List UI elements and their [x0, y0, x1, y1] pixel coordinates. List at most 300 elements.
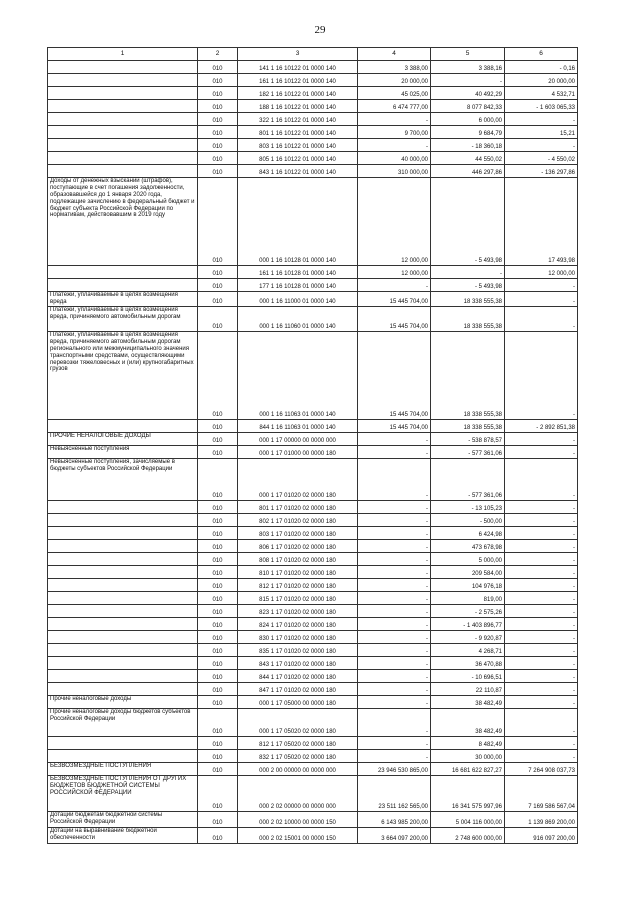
cell-unexecuted: -	[505, 292, 578, 307]
cell-unexecuted: 1 139 869 200,00	[505, 812, 578, 828]
cell-code: 824 1 17 01020 02 0000 180	[238, 618, 358, 631]
cell-approved: 40 000,00	[358, 152, 431, 165]
cell-line: 010	[198, 644, 238, 657]
cell-code: 000 1 17 05020 02 0000 180	[238, 709, 358, 737]
cell-name	[48, 446, 198, 459]
cell-name	[48, 139, 198, 152]
cell-executed: 5 004 116 000,00	[431, 812, 505, 828]
cell-approved: -	[358, 618, 431, 631]
cell-code: 801 1 17 01020 02 0000 180	[238, 501, 358, 514]
cell-approved: 9 700,00	[358, 126, 431, 139]
cell-executed: - 2 575,26	[431, 605, 505, 618]
cell-executed: 16 341 575 997,96	[431, 776, 505, 812]
row-label: Дотации бюджетам бюджетной системы Российской Федерации	[50, 812, 163, 825]
cell-code: 803 1 17 01020 02 0000 180	[238, 527, 358, 540]
cell-unexecuted: - 1 603 065,33	[505, 100, 578, 113]
cell-name	[48, 527, 198, 540]
cell-name	[48, 553, 198, 566]
cell-executed: 819,00	[431, 592, 505, 605]
cell-name	[48, 579, 198, 592]
cell-line: 010	[198, 100, 238, 113]
row-label: Прочие неналоговые доходы	[50, 696, 132, 702]
cell-approved: 15 445 704,00	[358, 307, 431, 332]
cell-code: 805 1 16 10122 01 0000 140	[238, 152, 358, 165]
cell-unexecuted: -	[505, 683, 578, 696]
cell-executed: - 500,00	[431, 514, 505, 527]
cell-executed: 3 388,16	[431, 61, 505, 74]
cell-line: 010	[198, 696, 238, 709]
cell-executed: 22 110,87	[431, 683, 505, 696]
cell-name	[48, 501, 198, 514]
cell-approved: -	[358, 709, 431, 737]
table-row	[48, 540, 578, 553]
table-row	[48, 266, 578, 279]
cell-line: 010	[198, 61, 238, 74]
cell-line: 010	[198, 332, 238, 420]
cell-approved: -	[358, 514, 431, 527]
cell-executed: 18 338 555,38	[431, 307, 505, 332]
cell-executed: 473 678,98	[431, 540, 505, 553]
cell-line: 010	[198, 307, 238, 332]
cell-approved: 45 025,00	[358, 87, 431, 100]
cell-unexecuted: -	[505, 501, 578, 514]
cell-code: 806 1 17 01020 02 0000 180	[238, 540, 358, 553]
cell-name	[48, 433, 198, 446]
cell-name	[48, 540, 198, 553]
cell-line: 010	[198, 553, 238, 566]
table-row	[48, 433, 578, 446]
table-row	[48, 126, 578, 139]
cell-approved: 6 143 985 200,00	[358, 812, 431, 828]
cell-name	[48, 307, 198, 332]
cell-unexecuted: -	[505, 644, 578, 657]
cell-unexecuted: -	[505, 592, 578, 605]
cell-name	[48, 87, 198, 100]
cell-executed: - 13 105,23	[431, 501, 505, 514]
cell-code: 000 1 16 11000 01 0000 140	[238, 292, 358, 307]
cell-line: 010	[198, 459, 238, 501]
cell-name	[48, 657, 198, 670]
cell-code: 000 1 17 05000 00 0000 180	[238, 696, 358, 709]
cell-line: 010	[198, 709, 238, 737]
cell-code: 000 1 17 01020 02 0000 180	[238, 459, 358, 501]
cell-approved: -	[358, 657, 431, 670]
cell-executed: 36 470,88	[431, 657, 505, 670]
cell-executed: 209 584,00	[431, 566, 505, 579]
cell-approved: 3 664 097 200,00	[358, 828, 431, 844]
table-row	[48, 618, 578, 631]
cell-unexecuted: 4 532,71	[505, 87, 578, 100]
cell-line: 010	[198, 776, 238, 812]
cell-code: 844 1 16 11063 01 0000 140	[238, 420, 358, 433]
cell-line: 010	[198, 670, 238, 683]
cell-unexecuted: 7 264 908 037,73	[505, 763, 578, 776]
cell-approved: -	[358, 459, 431, 501]
cell-unexecuted: -	[505, 670, 578, 683]
cell-line: 010	[198, 266, 238, 279]
table-row	[48, 74, 578, 87]
cell-executed: - 9 920,87	[431, 631, 505, 644]
cell-name	[48, 165, 198, 178]
cell-approved: -	[358, 433, 431, 446]
table-row	[48, 279, 578, 292]
cell-approved: 23 511 162 565,00	[358, 776, 431, 812]
row-label: БЕЗВОЗМЕЗДНЫЕ ПОСТУПЛЕНИЯ	[50, 763, 152, 769]
cell-line: 010	[198, 737, 238, 750]
cell-code: 161 1 16 10122 01 0000 140	[238, 74, 358, 87]
table-row	[48, 139, 578, 152]
cell-executed: 38 482,49	[431, 696, 505, 709]
table-row	[48, 737, 578, 750]
cell-code: 812 1 17 01020 02 0000 180	[238, 579, 358, 592]
table-row	[48, 501, 578, 514]
cell-code: 832 1 17 05020 02 0000 180	[238, 750, 358, 763]
cell-name	[48, 644, 198, 657]
cell-line: 010	[198, 279, 238, 292]
table-row	[48, 579, 578, 592]
cell-name	[48, 592, 198, 605]
cell-name	[48, 459, 198, 501]
table-row	[48, 514, 578, 527]
cell-approved: 12 000,00	[358, 266, 431, 279]
cell-name	[48, 566, 198, 579]
cell-code: 847 1 17 01020 02 0000 180	[238, 683, 358, 696]
cell-unexecuted: - 0,16	[505, 61, 578, 74]
cell-unexecuted: -	[505, 113, 578, 126]
cell-code: 835 1 17 01020 02 0000 180	[238, 644, 358, 657]
cell-line: 010	[198, 292, 238, 307]
table-row	[48, 763, 578, 776]
cell-line: 010	[198, 657, 238, 670]
cell-name	[48, 670, 198, 683]
table-row	[48, 527, 578, 540]
cell-unexecuted: 12 000,00	[505, 266, 578, 279]
table-row	[48, 87, 578, 100]
cell-executed: - 577 361,06	[431, 446, 505, 459]
cell-executed: 16 681 622 827,27	[431, 763, 505, 776]
table-row	[48, 332, 578, 420]
cell-unexecuted: 20 000,00	[505, 74, 578, 87]
table-row	[48, 307, 578, 332]
cell-name	[48, 279, 198, 292]
cell-code: 000 1 16 11063 01 0000 140	[238, 332, 358, 420]
cell-name	[48, 61, 198, 74]
table-row	[48, 605, 578, 618]
cell-approved: -	[358, 592, 431, 605]
cell-executed: -	[431, 74, 505, 87]
cell-executed: - 18 360,18	[431, 139, 505, 152]
table-row	[48, 592, 578, 605]
cell-executed: - 577 361,06	[431, 459, 505, 501]
cell-executed: 8 482,49	[431, 737, 505, 750]
cell-line: 010	[198, 527, 238, 540]
cell-executed: 6 000,00	[431, 113, 505, 126]
cell-approved: -	[358, 113, 431, 126]
cell-code: 801 1 16 10122 01 0000 140	[238, 126, 358, 139]
cell-unexecuted: - 2 892 851,38	[505, 420, 578, 433]
cell-unexecuted: -	[505, 709, 578, 737]
cell-executed: 40 492,29	[431, 87, 505, 100]
cell-code: 802 1 17 01020 02 0000 180	[238, 514, 358, 527]
cell-code: 815 1 17 01020 02 0000 180	[238, 592, 358, 605]
cell-approved: -	[358, 566, 431, 579]
cell-code: 177 1 16 10128 01 0000 140	[238, 279, 358, 292]
cell-line: 010	[198, 579, 238, 592]
cell-line: 010	[198, 501, 238, 514]
table-row	[48, 292, 578, 307]
cell-name	[48, 618, 198, 631]
cell-executed: 18 338 555,38	[431, 332, 505, 420]
cell-executed: 104 976,18	[431, 579, 505, 592]
cell-unexecuted: - 4 550,02	[505, 152, 578, 165]
cell-code: 843 1 16 10122 01 0000 140	[238, 165, 358, 178]
cell-name	[48, 74, 198, 87]
col-header: 4	[358, 48, 431, 61]
cell-name	[48, 812, 198, 828]
cell-executed: 4 268,71	[431, 644, 505, 657]
cell-name	[48, 100, 198, 113]
cell-name	[48, 709, 198, 737]
cell-approved: -	[358, 683, 431, 696]
cell-approved: 3 388,00	[358, 61, 431, 74]
cell-unexecuted: -	[505, 566, 578, 579]
cell-approved: -	[358, 501, 431, 514]
cell-line: 010	[198, 683, 238, 696]
cell-line: 010	[198, 750, 238, 763]
cell-code: 000 2 00 00000 00 0000 000	[238, 763, 358, 776]
cell-executed: 8 077 842,33	[431, 100, 505, 113]
cell-approved: 310 000,00	[358, 165, 431, 178]
cell-code: 000 1 17 01000 00 0000 180	[238, 446, 358, 459]
cell-executed: - 5 493,98	[431, 279, 505, 292]
table-row	[48, 644, 578, 657]
table-row	[48, 750, 578, 763]
cell-code: 830 1 17 01020 02 0000 180	[238, 631, 358, 644]
cell-code: 812 1 17 05020 02 0000 180	[238, 737, 358, 750]
cell-unexecuted: -	[505, 579, 578, 592]
table-row	[48, 566, 578, 579]
cell-name	[48, 737, 198, 750]
cell-name	[48, 420, 198, 433]
cell-line: 010	[198, 828, 238, 844]
page-number: 29	[314, 24, 326, 36]
cell-code: 000 2 02 15001 00 0000 150	[238, 828, 358, 844]
cell-code: 810 1 17 01020 02 0000 180	[238, 566, 358, 579]
cell-executed: 6 424,98	[431, 527, 505, 540]
cell-line: 010	[198, 152, 238, 165]
cell-unexecuted: -	[505, 605, 578, 618]
cell-line: 010	[198, 433, 238, 446]
cell-executed: 38 482,49	[431, 709, 505, 737]
cell-name	[48, 332, 198, 420]
cell-code: 161 1 16 10128 01 0000 140	[238, 266, 358, 279]
row-label: Прочие неналоговые доходы бюджетов субъектов Российской Федерации	[50, 709, 191, 722]
cell-code: 000 2 02 10000 00 0000 150	[238, 812, 358, 828]
table-row	[48, 61, 578, 74]
cell-approved: -	[358, 670, 431, 683]
cell-unexecuted: -	[505, 307, 578, 332]
col-header: 3	[238, 48, 358, 61]
cell-unexecuted: -	[505, 527, 578, 540]
table-row	[48, 152, 578, 165]
cell-code: 182 1 16 10122 01 0000 140	[238, 87, 358, 100]
cell-unexecuted: -	[505, 459, 578, 501]
cell-line: 010	[198, 420, 238, 433]
row-label: Невыясненные поступления, зачисляемые в бюджеты субъектов Российской Федерации	[50, 459, 175, 472]
cell-unexecuted: -	[505, 540, 578, 553]
cell-line: 010	[198, 87, 238, 100]
cell-approved: -	[358, 279, 431, 292]
row-label: Платежи, уплачиваемые в целях возмещения вреда, причиняемого автомобильным дорогам	[50, 307, 181, 320]
cell-unexecuted: -	[505, 433, 578, 446]
cell-name	[48, 152, 198, 165]
cell-unexecuted: -	[505, 618, 578, 631]
budget-table	[47, 47, 578, 844]
cell-code: 000 1 17 00000 00 0000 000	[238, 433, 358, 446]
cell-name	[48, 750, 198, 763]
cell-executed: 18 338 555,38	[431, 292, 505, 307]
table-row	[48, 709, 578, 737]
cell-executed: 5 000,00	[431, 553, 505, 566]
cell-approved: -	[358, 139, 431, 152]
cell-unexecuted: - 136 297,86	[505, 165, 578, 178]
cell-approved: -	[358, 446, 431, 459]
cell-unexecuted: 15,21	[505, 126, 578, 139]
cell-unexecuted: -	[505, 139, 578, 152]
cell-approved: -	[358, 527, 431, 540]
cell-approved: -	[358, 750, 431, 763]
cell-code: 322 1 16 10122 01 0000 140	[238, 113, 358, 126]
table-row	[48, 683, 578, 696]
table-row	[48, 165, 578, 178]
cell-executed: -	[431, 266, 505, 279]
cell-unexecuted: 916 097 200,00	[505, 828, 578, 844]
cell-unexecuted: 7 169 586 567,04	[505, 776, 578, 812]
cell-name	[48, 683, 198, 696]
cell-approved: 15 445 704,00	[358, 420, 431, 433]
cell-executed: 446 297,86	[431, 165, 505, 178]
cell-approved: -	[358, 605, 431, 618]
cell-line: 010	[198, 514, 238, 527]
cell-approved: -	[358, 540, 431, 553]
cell-unexecuted: -	[505, 553, 578, 566]
cell-name	[48, 631, 198, 644]
cell-approved: -	[358, 631, 431, 644]
cell-line: 010	[198, 763, 238, 776]
table-row	[48, 178, 578, 266]
cell-line: 010	[198, 605, 238, 618]
cell-approved: 23 946 530 865,00	[358, 763, 431, 776]
cell-approved: -	[358, 696, 431, 709]
table-row	[48, 657, 578, 670]
table-row	[48, 812, 578, 828]
cell-unexecuted: -	[505, 514, 578, 527]
table-row	[48, 631, 578, 644]
cell-code: 823 1 17 01020 02 0000 180	[238, 605, 358, 618]
cell-name	[48, 266, 198, 279]
cell-executed: - 1 403 896,77	[431, 618, 505, 631]
cell-name	[48, 776, 198, 812]
cell-name	[48, 828, 198, 844]
cell-code: 188 1 16 10122 01 0000 140	[238, 100, 358, 113]
row-label: Доходы от денежных взысканий (штрафов), поступающие в счет погашения задолженности, образовавшейся до 1 января 2020 года, подлежащие зачислению в федеральный бюджет и бюджет субъекта Российской Федерации по нормативам, действовавшим в 2019 году	[50, 178, 195, 219]
row-label: Платежи, уплачиваемые в целях возмещения вреда	[50, 292, 178, 305]
cell-approved: -	[358, 644, 431, 657]
row-label: Платежи, уплачиваемые в целях возмещения вреда, причиняемого автомобильным дорогам регионального или межмуниципального значения транспортными средствами, осуществляющими перевозки тяжеловесных и (или) крупногабаритных грузов	[50, 332, 194, 373]
table-row	[48, 113, 578, 126]
cell-name	[48, 514, 198, 527]
cell-executed: 30 000,00	[431, 750, 505, 763]
table-row	[48, 776, 578, 812]
cell-approved: 12 000,00	[358, 178, 431, 266]
cell-unexecuted: -	[505, 279, 578, 292]
cell-approved: -	[358, 737, 431, 750]
col-header: 6	[505, 48, 578, 61]
table-row	[48, 100, 578, 113]
col-header: 1	[48, 48, 198, 61]
cell-unexecuted: -	[505, 631, 578, 644]
cell-code: 000 1 16 11060 01 0000 140	[238, 307, 358, 332]
cell-line: 010	[198, 631, 238, 644]
table-row	[48, 420, 578, 433]
cell-approved: -	[358, 553, 431, 566]
cell-line: 010	[198, 178, 238, 266]
cell-line: 010	[198, 812, 238, 828]
col-header: 2	[198, 48, 238, 61]
cell-unexecuted: -	[505, 446, 578, 459]
cell-approved: 15 445 704,00	[358, 292, 431, 307]
table-row	[48, 459, 578, 501]
cell-code: 141 1 16 10122 01 0000 140	[238, 61, 358, 74]
cell-name	[48, 126, 198, 139]
cell-executed: 44 550,02	[431, 152, 505, 165]
cell-line: 010	[198, 126, 238, 139]
cell-code: 000 1 16 10128 01 0000 140	[238, 178, 358, 266]
row-label: Невыясненные поступления	[50, 446, 130, 452]
cell-unexecuted: -	[505, 750, 578, 763]
cell-unexecuted: 17 493,98	[505, 178, 578, 266]
cell-name	[48, 763, 198, 776]
row-label: БЕЗВОЗМЕЗДНЫЕ ПОСТУПЛЕНИЯ ОТ ДРУГИХ БЮДЖЕТОВ БЮДЖЕТНОЙ СИСТЕМЫ РОССИЙСКОЙ ФЕДЕРАЦИИ	[50, 776, 187, 796]
column-number-row	[48, 48, 578, 61]
cell-name	[48, 696, 198, 709]
cell-approved: 15 445 704,00	[358, 332, 431, 420]
cell-name	[48, 605, 198, 618]
row-label: Дотации на выравнивание бюджетной обеспеченности	[50, 828, 157, 841]
cell-line: 010	[198, 592, 238, 605]
table-row	[48, 670, 578, 683]
cell-executed: - 5 493,98	[431, 178, 505, 266]
cell-unexecuted: -	[505, 696, 578, 709]
col-header: 5	[431, 48, 505, 61]
cell-approved: -	[358, 579, 431, 592]
table-row	[48, 696, 578, 709]
cell-code: 844 1 17 01020 02 0000 180	[238, 670, 358, 683]
cell-line: 010	[198, 446, 238, 459]
table-row	[48, 446, 578, 459]
cell-code: 000 2 02 00000 00 0000 000	[238, 776, 358, 812]
cell-executed: 18 338 555,38	[431, 420, 505, 433]
cell-unexecuted: -	[505, 737, 578, 750]
cell-approved: 6 474 777,00	[358, 100, 431, 113]
cell-code: 808 1 17 01020 02 0000 180	[238, 553, 358, 566]
cell-line: 010	[198, 618, 238, 631]
cell-executed: 9 684,79	[431, 126, 505, 139]
cell-line: 010	[198, 139, 238, 152]
cell-line: 010	[198, 165, 238, 178]
table-row	[48, 828, 578, 844]
cell-name	[48, 178, 198, 266]
